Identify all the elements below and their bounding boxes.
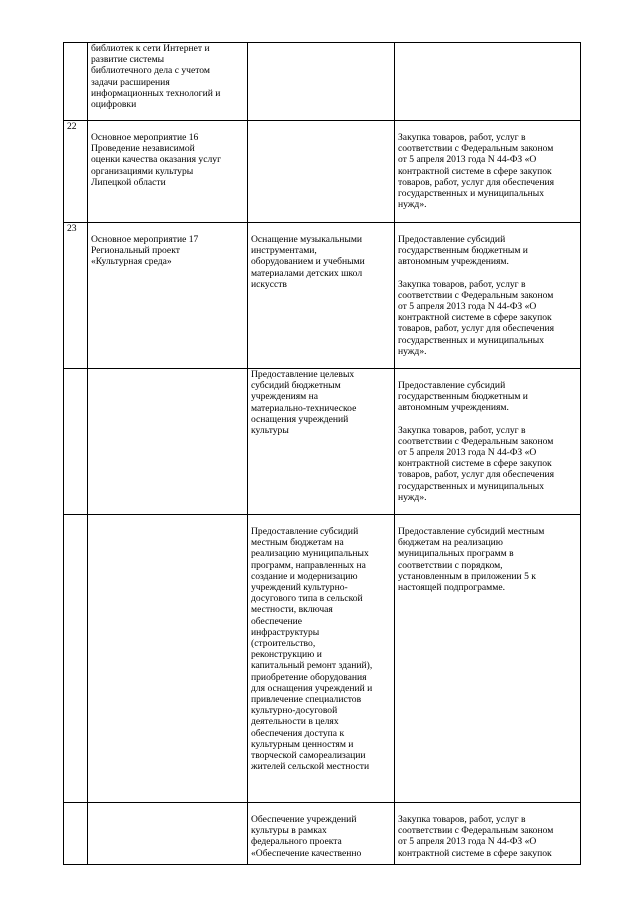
table-row bbox=[64, 369, 581, 515]
action-text: Оснащение музыкальными инструментами, оборудованием и учебными материалами детских школ искусств bbox=[251, 234, 365, 290]
event-text: Основное мероприятие 17 Региональный проект «Культурная среда» bbox=[91, 234, 199, 268]
row-number bbox=[64, 43, 88, 121]
mechanism-cell bbox=[395, 803, 581, 865]
mechanism-text-a: Предоставление субсидий государственным бюджетным и автономным учреждениям. bbox=[398, 380, 528, 414]
mechanism-text-a: Предоставление субсидий государственным бюджетным и автономным учреждениям. bbox=[398, 234, 528, 268]
mechanism-cell bbox=[395, 43, 581, 121]
mechanism-text-b: Закупка товаров, работ, услуг в соответствии с Федеральным законом от 5 апреля 2013 года N 44-ФЗ «О контрактной системе в сфере закупок товаров, работ, услуг для обеспечения государственных и муниципальных нужд». bbox=[398, 424, 554, 503]
event-cell bbox=[88, 515, 248, 803]
action-text: Предоставление субсидий местным бюджетам на реализацию муниципальных программ, направленных на создание и модернизацию учреждений культурно- досугового типа в сельской местности, включая обеспечение инфраструктуры (строительство, реконструкцию и капитальный ремонт зданий), приобретение оборудования для оснащения учреждений и привлечение специалистов культурно-досуговой деятельности в целях обеспечения доступа к культурным ценностям и творческой самореализации жителей сельской местности bbox=[251, 526, 373, 773]
row-number bbox=[64, 369, 88, 515]
event-text: Основное мероприятие 16 Проведение независимой оценки качества оказания услуг организациями культуры Липецкой области bbox=[91, 132, 222, 188]
mechanism-cell bbox=[395, 121, 581, 223]
action-cell bbox=[248, 43, 395, 121]
table-row bbox=[64, 515, 581, 803]
mechanism-cell bbox=[395, 369, 581, 515]
table-row bbox=[64, 803, 581, 865]
event-cell bbox=[88, 121, 248, 223]
row-number: 22 bbox=[64, 121, 88, 223]
action-cell bbox=[248, 223, 395, 369]
action-cell bbox=[248, 515, 395, 803]
table-row bbox=[64, 43, 581, 121]
row-number: 23 bbox=[64, 223, 88, 369]
mechanism-cell bbox=[395, 515, 581, 803]
event-cell bbox=[88, 223, 248, 369]
mechanism-text: Закупка товаров, работ, услуг в соответствии с Федеральным законом от 5 апреля 2013 года N 44-ФЗ «О контрактной системе в сфере закупок bbox=[398, 814, 554, 859]
table-row bbox=[64, 223, 581, 369]
mechanism-text-b: Закупка товаров, работ, услуг в соответствии с Федеральным законом от 5 апреля 2013 года N 44-ФЗ «О контрактной системе в сфере закупок товаров, работ, услуг для обеспечения государственных и муниципальных нужд». bbox=[398, 278, 554, 357]
event-cell: библиотек к сети Интернет и развитие системы библиотечного дела с учетом задачи расширения информационных технологий и оцифровки bbox=[88, 43, 248, 121]
table-row bbox=[64, 121, 581, 223]
action-cell: Предоставление целевых субсидий бюджетным учреждениям на материально-техническое оснащения учреждений культуры bbox=[248, 369, 395, 515]
subprogram-measures-table bbox=[63, 42, 581, 865]
event-cell bbox=[88, 803, 248, 865]
mechanism-text: Закупка товаров, работ, услуг в соответствии с Федеральным законом от 5 апреля 2013 года N 44-ФЗ «О контрактной системе в сфере закупок товаров, работ, услуг для обеспечения государственных и муниципальных нужд». bbox=[398, 132, 554, 211]
action-cell bbox=[248, 803, 395, 865]
mechanism-cell bbox=[395, 223, 581, 369]
action-cell bbox=[248, 121, 395, 223]
mechanism-text: Предоставление субсидий местным бюджетам на реализацию муниципальных программ в соответствии с порядком, установленным в приложении 5 к настоящей подпрограмме. bbox=[398, 526, 545, 594]
row-number bbox=[64, 515, 88, 803]
event-cell bbox=[88, 369, 248, 515]
row-number bbox=[64, 803, 88, 865]
action-text: Обеспечение учреждений культуры в рамках федерального проекта «Обеспечение качественно bbox=[251, 814, 362, 859]
